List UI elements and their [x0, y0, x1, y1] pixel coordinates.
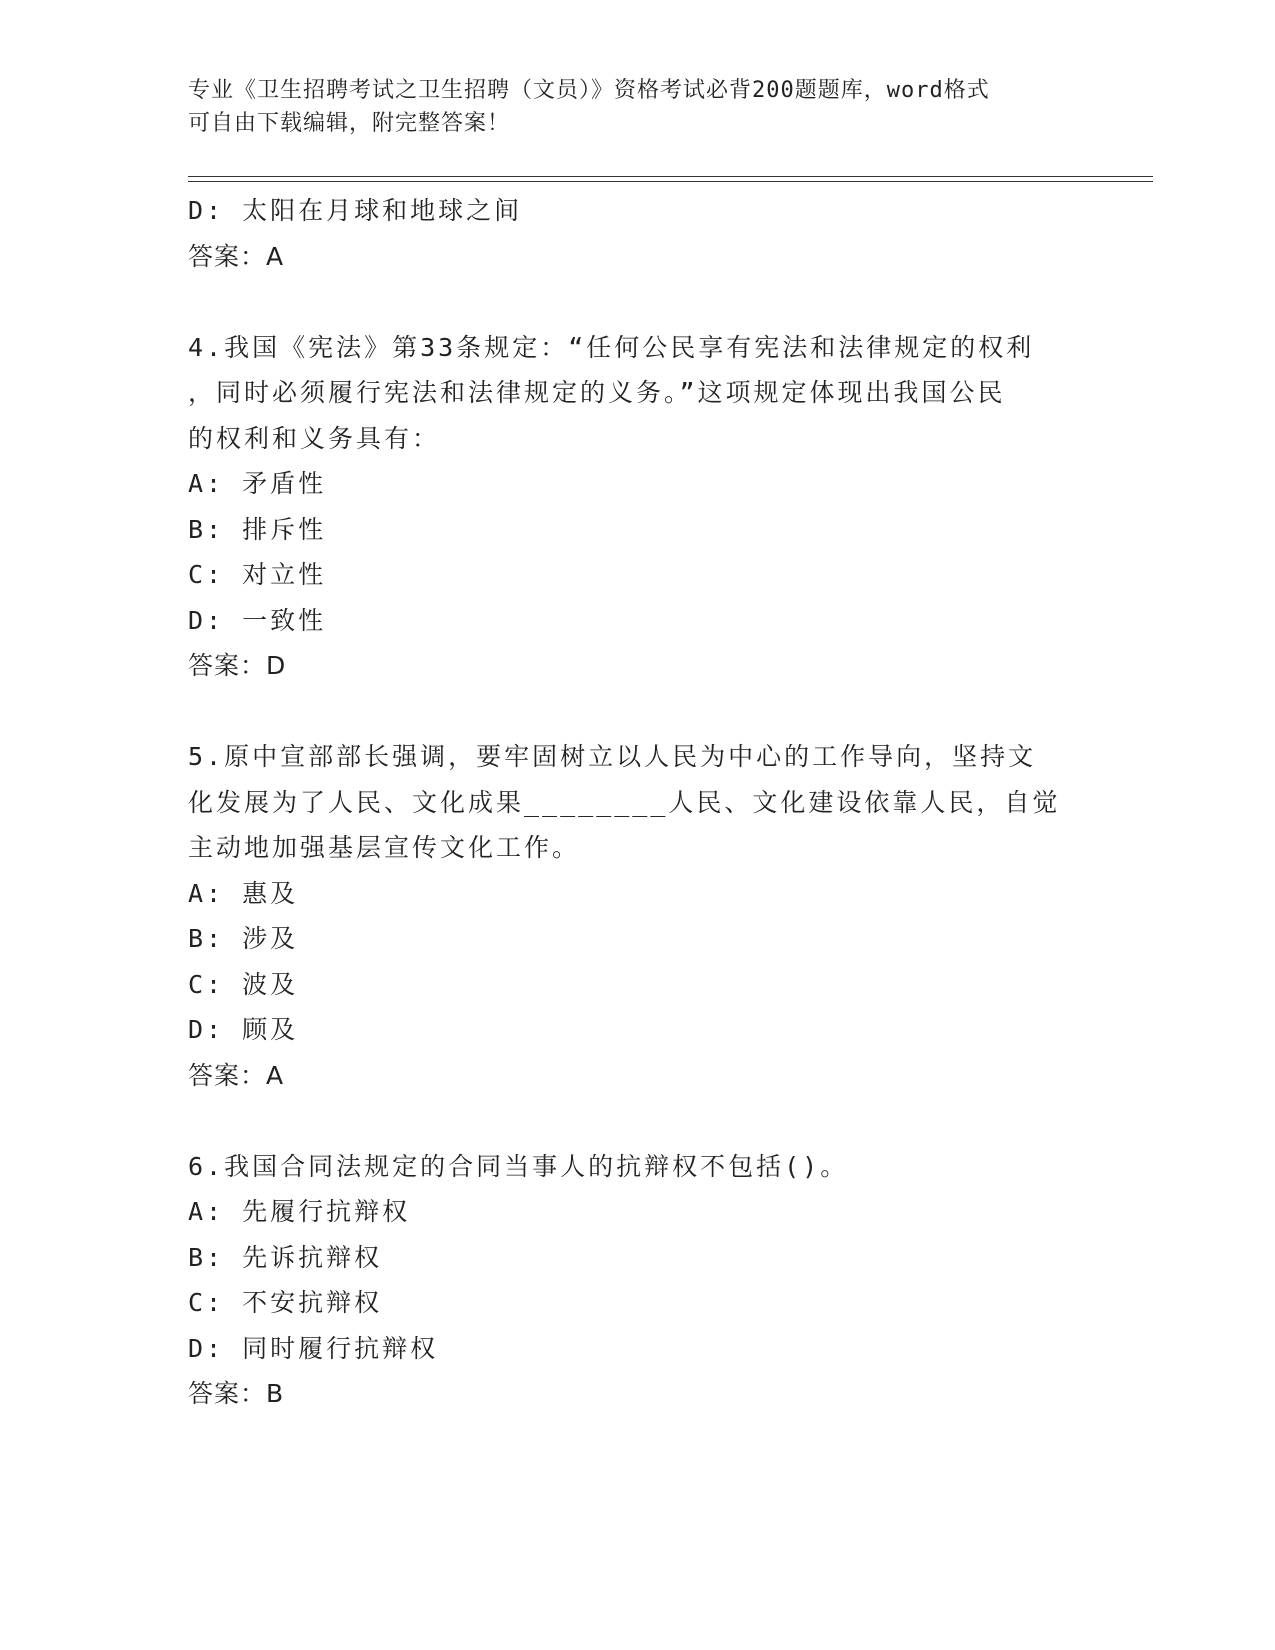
option-a: A: 矛盾性	[188, 469, 327, 498]
option-c: C: 波及	[188, 969, 299, 999]
question-stem-line: 4.我国《宪法》第33条规定：“任何公民享有宪法和法律规定的权利	[188, 332, 1035, 362]
spacer	[188, 279, 1088, 325]
header-title-line-1: 专业《卫生招聘考试之卫生招聘（文员）》资格考试必背200题题库，word格式	[188, 78, 990, 103]
question-stem-line: 化发展为了人民、文化成果________人民、文化建设依靠人民，自觉	[188, 787, 1061, 817]
option-c: C: 对立性	[188, 560, 327, 589]
header-title-line-2: 可自由下载编辑，附完整答案！	[188, 111, 511, 136]
question-stem-line: 的权利和义务具有：	[188, 423, 441, 453]
spacer	[188, 1098, 1088, 1144]
option-b: B: 排斥性	[188, 514, 327, 544]
question-4	[188, 325, 1088, 689]
option-b: B: 先诉抗辩权	[188, 1242, 383, 1272]
question-content	[188, 188, 1088, 1417]
answer-line: 答案：B	[188, 1379, 285, 1408]
option-d: D: 顾及	[188, 1015, 299, 1044]
page-header	[188, 74, 1088, 140]
question-stem-line: 5.原中宣部部长强调，要牢固树立以人民为中心的工作导向，坚持文	[188, 742, 1037, 771]
option-c: C: 不安抗辩权	[188, 1288, 383, 1317]
question-stem-line: 主动地加强基层宣传文化工作。	[188, 833, 581, 862]
answer-line: 答案：D	[188, 651, 287, 680]
answer-line: 答案：A	[188, 241, 285, 271]
header-divider	[188, 176, 1153, 182]
spacer	[188, 689, 1088, 735]
question-6	[188, 1144, 1088, 1417]
question-stem-line: ，同时必须履行宪法和法律规定的义务。”这项规定体现出我国公民	[188, 378, 1006, 407]
option-d: D: 太阳在月球和地球之间	[188, 196, 523, 225]
answer-line: 答案：A	[188, 1060, 285, 1090]
option-a: A: 惠及	[188, 878, 299, 908]
question-5	[188, 734, 1088, 1098]
option-d: D: 一致性	[188, 605, 327, 635]
question-stem-line: 6.我国合同法规定的合同当事人的抗辩权不包括()。	[188, 1151, 849, 1181]
previous-question-tail	[188, 188, 1088, 279]
option-d: D: 同时履行抗辩权	[188, 1333, 439, 1363]
option-a: A: 先履行抗辩权	[188, 1197, 411, 1226]
option-b: B: 涉及	[188, 924, 299, 953]
